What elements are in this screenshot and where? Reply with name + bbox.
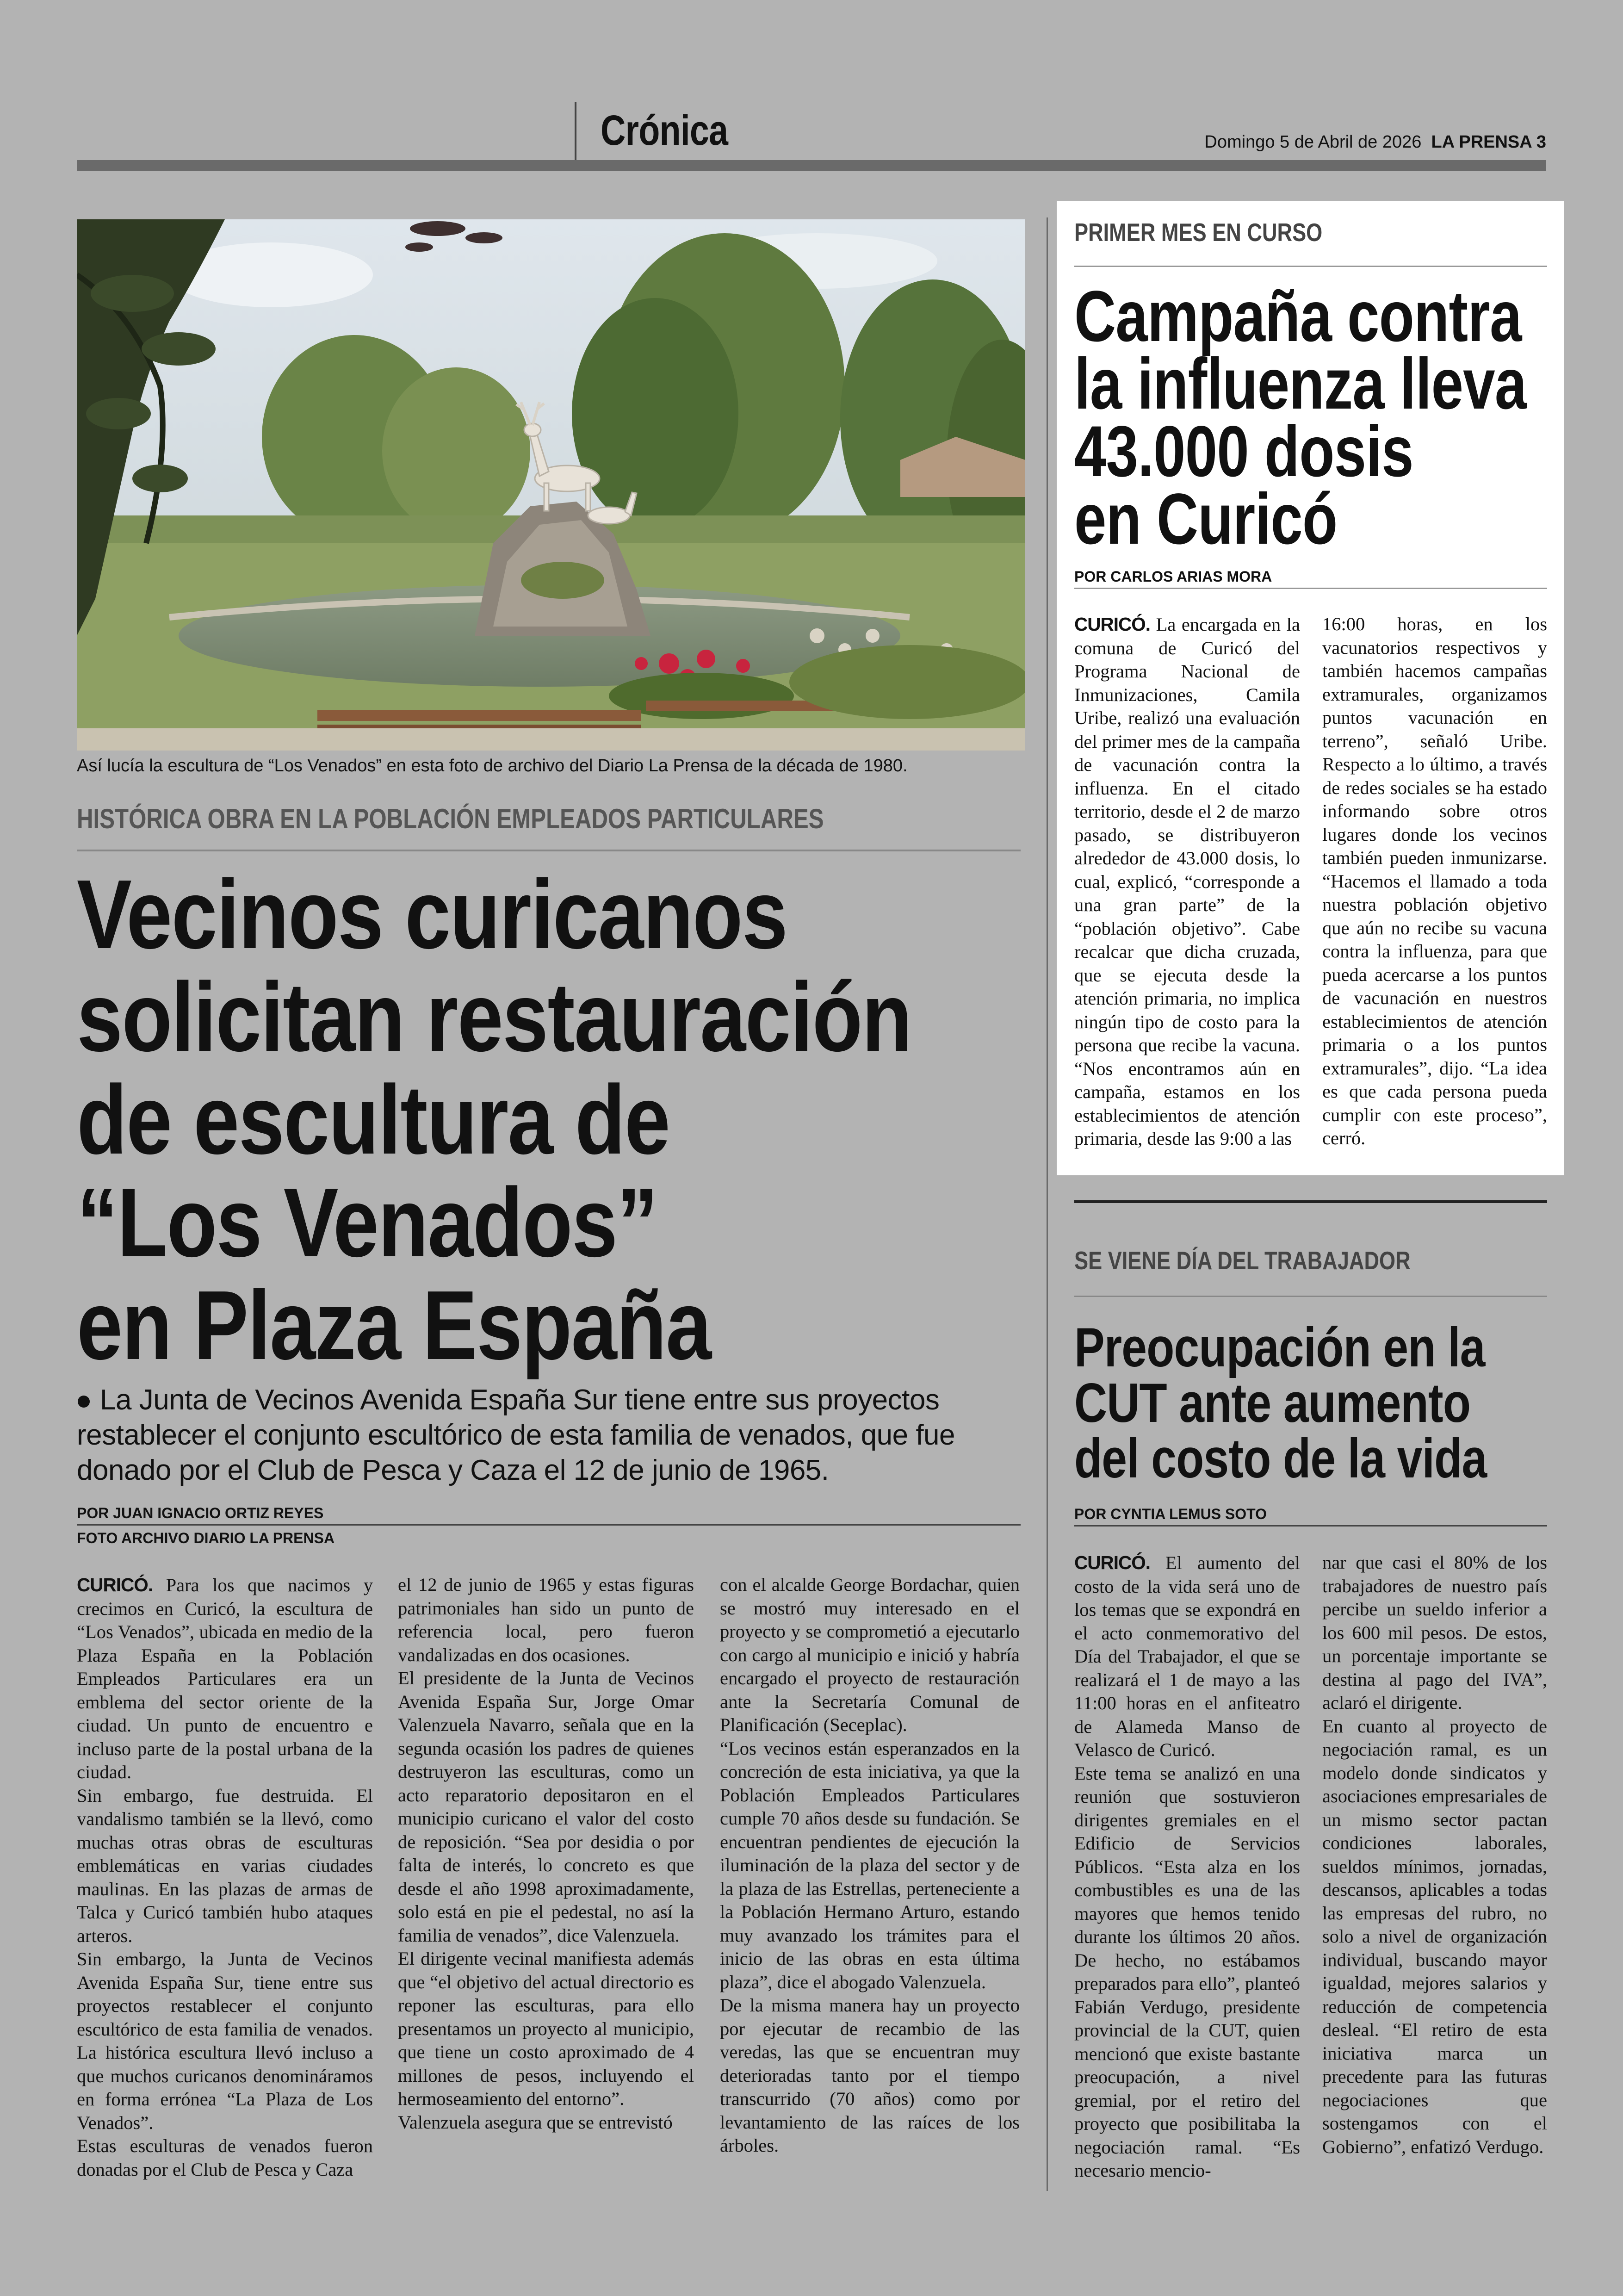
- main-article-column-1: [77, 1573, 373, 2181]
- flu-headline-line-4: en Curicó: [1074, 479, 1338, 559]
- header-dateline: [1204, 132, 1546, 152]
- main-article-column-3: [720, 1573, 1020, 2158]
- flu-kicker-rule: [1074, 266, 1547, 267]
- main-col2-paragraph-4: Valenzuela asegura que se entrevistó: [398, 2111, 673, 2133]
- header-paper-name: LA PRENSA 3: [1431, 132, 1546, 152]
- flu-dateline: CURICÓ.: [1074, 614, 1150, 635]
- main-col1-paragraph-1: CURICÓ. Para los que nacimos y crecimos en Curicó, la escultura de “Los Venados”, ubicada en medio de la Plaza España en la Población Empleados Particulares era un emblema del sector oriente de la ciudad. Un punto de encuentro e incluso parte de la postal urbana de la ciudad.: [77, 1574, 373, 1782]
- column-divider: [1047, 217, 1048, 2191]
- main-dateline: CURICÓ.: [77, 1574, 153, 1595]
- cut-article-kicker: SE VIENE DÍA DEL TRABAJADOR: [1074, 1246, 1411, 1275]
- main-col3-paragraph-3: De la misma manera hay un proyecto por ejecutar de recambio de las veredas, las que se encuentran muy deterioradas tanto por el tiempo transcurrido (70 años) como por levantamiento de las raíces de los árboles.: [720, 1995, 1020, 2156]
- main-col2-paragraph-1: el 12 de junio de 1965 y estas figuras patrimoniales han sido un punto de referencia local, pero fueron vandalizadas en dos ocasiones.: [398, 1574, 694, 1665]
- cut-headline-line-2: CUT ante aumento: [1074, 1372, 1471, 1434]
- flu-headline-line-3: 43.000 dosis: [1074, 411, 1413, 492]
- cut-kicker-rule: [1074, 1296, 1547, 1297]
- flu-byline-rule: [1074, 588, 1547, 589]
- flu-headline-line-1: Campaña contra: [1074, 276, 1522, 357]
- main-article-kicker: HISTÓRICA OBRA EN LA POBLACIÓN EMPLEADOS PARTICULARES: [77, 803, 824, 834]
- cut-article-column-2: [1322, 1551, 1547, 2159]
- main-headline-line-5: en Plaza España: [77, 1270, 711, 1380]
- main-kicker-rule: [77, 850, 1021, 851]
- flu-col2-paragraph: 16:00 horas, en los vacunatorios respectivos y también hacemos campañas extramurales, organizamos puntos vacunación en terreno”, señaló Uribe. Respecto a lo último, a través de redes sociales se ha estado informando sobre otros lugares donde los vecinos también pueden inmunizarse. “Hacemos el llamado a toda nuestra población objetivo que aún no recibe su vacuna contra la influenza, para que pueda acercarse a los puntos de vacunación en nuestros establecimientos de atención primaria o a los puntos extramurales”, dijo. “La idea es que cada persona pueda cumplir con este proceso”, cerró.: [1322, 614, 1547, 1148]
- main-headline-line-3: de escultura de: [77, 1065, 670, 1174]
- main-byline-rule: [77, 1524, 1021, 1526]
- flu-headline-line-2: la influenza lleva: [1074, 344, 1527, 424]
- section-name: Crónica: [601, 107, 728, 154]
- main-col1-paragraph-3: Sin embargo, la Junta de Vecinos Avenida España Sur, tiene entre sus proyectos restablecer el conjunto escultórico de esta familia de venados. La histórica escultura llevó incluso a que muchos curicanos denomináramos en forma errónea “La Plaza de Los Venados”.: [77, 1948, 373, 2133]
- photo-caption: Así lucía la escultura de “Los Venados” en esta foto de archivo del Diario La Prensa de la década de 1980.: [77, 756, 908, 776]
- main-article-photo-credit: FOTO ARCHIVO DIARIO LA PRENSA: [77, 1530, 335, 1546]
- archive-photo-los-venados: [77, 219, 1025, 751]
- main-article-byline: POR JUAN IGNACIO ORTIZ REYES: [77, 1505, 324, 1521]
- cut-dateline: CURICÓ.: [1074, 1552, 1150, 1573]
- cut-byline-rule: [1074, 1525, 1547, 1527]
- main-article-column-2: [398, 1573, 694, 2134]
- main-col2-paragraph-3: El dirigente vecinal manifiesta además que “el objetivo del actual directorio es reponer las esculturas, para ello presentamos un proyecto al municipio, que tiene un costo aproximado de 4 millones de pesos, incluyendo el hermoseamiento del entorno”.: [398, 1948, 694, 2109]
- main-col2-paragraph-2: El presidente de la Junta de Vecinos Avenida España Sur, Jorge Omar Valenzuela Navarro, señala que en la segunda ocasión los padres de quienes destruyeron las esculturas, como un acto reparatorio depositaron en el municipio curicano el valor del costo de reposición. “Sea por desidia o por falta de interés, lo concreto es que desde el año 1998 aproximadamente, solo está en pie el pedestal, no así la familia de venados”, dice Valenzuela.: [398, 1668, 694, 1946]
- main-col3-paragraph-1: con el alcalde George Bordachar, quien se mostró muy interesado en el proyecto y se comprometió a ejecutarlo con cargo al municipio e inició y habría encargado el proyecto de restauración ante la Secretaría Comunal de Planificación (Seceplac).: [720, 1574, 1020, 1735]
- flu-article-byline: POR CARLOS ARIAS MORA: [1074, 568, 1272, 585]
- cut-col1-paragraph-2: Este tema se analizó en una reunión que sostuvieron dirigentes gremiales en el Edificio de Servicios Públicos. “Esta alza en los combustibles es una de las mayores que hemos tenido durante los últimos 20 años. De hecho, no estábamos preparados para ello”, planteó Fabián Verdugo, presidente provincial de la CUT, quien mencionó que existe bastante preocupación, a nivel gremial, por el retiro del proyecto que posibilitaba la negociación ramal. “Es necesario mencio-: [1074, 1762, 1300, 2181]
- cut-col2-paragraph-1: nar que casi el 80% de los trabajadores de nuestro país percibe un sueldo inferior a los 600 mil pesos. De estos, un porcentaje importante se destina al pago del IVA”, aclaró el dirigente.: [1322, 1552, 1547, 1713]
- cut-headline-line-1: Preocupación en la: [1074, 1316, 1485, 1378]
- main-col1-paragraph-2: Sin embargo, fue destruida. El vandalismo también se la llevó, como muchas otras obras de esculturas emblemáticas en varias ciudades maulinas. En las plazas de armas de Talca y Curicó también hubo ataques arteros.: [77, 1785, 373, 1946]
- main-headline-line-1: Vecinos curicanos: [77, 859, 787, 969]
- cut-article-column-1: [1074, 1551, 1300, 2183]
- cut-col1-paragraph-1: CURICÓ. El aumento del costo de la vida será uno de los temas que se expondrá en el acto conmemorativo del Día del Trabajador, el que se realizará el 1 de mayo a las 11:00 horas en el anfiteatro de Alameda Manso de Velasco de Curicó.: [1074, 1552, 1300, 1760]
- flu-article-column-2: [1322, 613, 1547, 1150]
- header-divider: [575, 102, 576, 160]
- main-headline-line-2: solicitan restauración: [77, 962, 911, 1072]
- main-col3-paragraph-2: “Los vecinos están esperanzados en la concreción de esta iniciativa, ya que la Población Empleados Particulares cumple 70 años desde su fundación. Se encuentran pendientes de ejecución la iluminación de la plaza del sector y de la plaza de las Estrellas, perteneciente a la Población Hermano Arturo, estando muy avanzado los trámites para el inicio de las obras en esta última plaza”, dice el abogado Valenzuela.: [720, 1738, 1020, 1992]
- cut-section-top-rule: [1074, 1200, 1547, 1203]
- flu-col1-paragraph: CURICÓ. La encargada en la comuna de Curicó del Programa Nacional de Inmunizaciones, Camila Uribe, realizó una evaluación del primer mes de la campaña de vacunación contra la influenza. En el citado territorio, desde el 2 de marzo pasado, se distribuyeron alrededor de 43.000 dosis, lo cual, explicó, “corresponde a una gran parte” de la “población objetivo”. Cabe recalcar que dicha cruzada, que se ejecuta desde la atención primaria, no implica ningún tipo de costo para la persona que recibe la vacuna. “Nos encontramos aún en campaña, estamos en los establecimientos de atención primaria, desde las 9:00 a las: [1074, 614, 1300, 1149]
- flu-article-column-1: [1074, 613, 1300, 1151]
- header-rule: [77, 160, 1546, 171]
- flu-article-kicker: PRIMER MES EN CURSO: [1074, 218, 1323, 247]
- main-col1-paragraph-4: Estas esculturas de venados fueron donadas por el Club de Pesca y Caza: [77, 2135, 373, 2180]
- main-article-deck: La Junta de Vecinos Avenida España Sur tiene entre sus proyectos restablecer el conjunto escultórico de esta familia de venados, que fue donado por el Club de Pesca y Caza el 12 de junio de 1965.: [77, 1384, 955, 1486]
- cut-article-byline: POR CYNTIA LEMUS SOTO: [1074, 1506, 1267, 1522]
- cut-col2-paragraph-2: En cuanto al proyecto de negociación ramal, es un modelo donde sindicatos y asociaciones empresariales de un mismo sector pactan condiciones laborales, sueldos mínimos, jornadas, descansos, aplicables a todas las empresas del rubro, no solo a nivel de organización individual, buscando mayor igualdad, mejores salarios y reducción de competencia desleal. “El retiro de esta iniciativa marca un precedente para las futuras negociaciones que sostengamos con el Gobierno”, enfatizó Verdugo.: [1322, 1715, 1547, 2157]
- header-date: Domingo 5 de Abril de 2026: [1204, 132, 1422, 152]
- main-headline-line-4: “Los Venados”: [77, 1167, 657, 1277]
- cut-headline-line-3: del costo de la vida: [1074, 1427, 1487, 1489]
